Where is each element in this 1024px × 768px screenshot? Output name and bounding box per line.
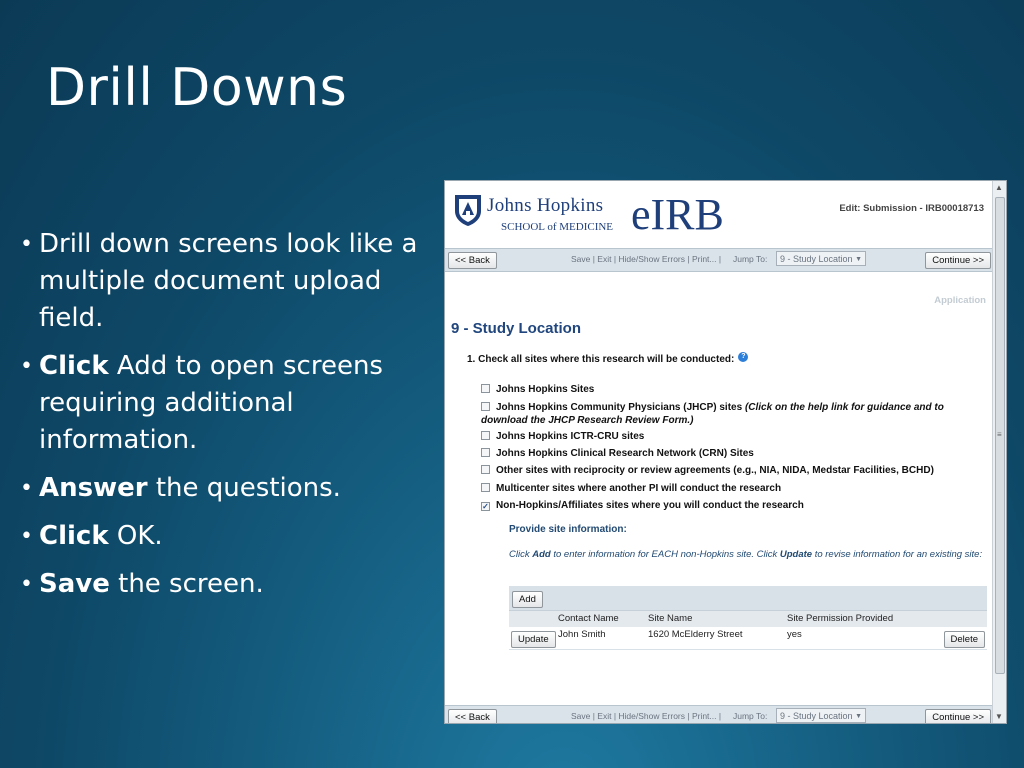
bullet-text: Add to open screens requiring additional information. [39,351,383,455]
instruction-text [509,549,982,560]
eirb-screenshot [444,180,1007,724]
bullet-item [20,470,450,507]
jump-to-value: 9 - Study Location [780,711,853,721]
back-button[interactable]: << Back [448,252,497,269]
update-button[interactable]: Update [511,631,556,648]
site-option[interactable] [481,500,804,511]
add-button[interactable]: Add [512,591,543,608]
top-toolbar [445,248,994,272]
site-option-label: Johns Hopkins Clinical Research Network (CRN) Sites [496,448,754,459]
slide-title: Drill Downs [46,58,348,118]
jump-to-value: 9 - Study Location [780,254,853,264]
jh-shield-logo-icon [453,193,483,227]
bullet-bold: Click [39,351,109,381]
bullet-bold: Answer [39,473,148,503]
site-option-label: Multicenter sites where another PI will conduct the research [496,483,782,494]
product-logo: eIRB [631,190,724,239]
site-name-cell: 1620 McElderry Street [648,629,743,640]
instruction-part: to revise information for an existing site: [812,549,983,560]
chevron-down-icon: ▼ [855,713,862,720]
table-row [509,627,987,649]
bottom-toolbar [445,705,994,724]
toolbar-links[interactable]: Save | Exit | Hide/Show Errors | Print... | [571,254,722,264]
delete-button[interactable]: Delete [944,631,985,648]
scroll-thumb[interactable] [995,197,1005,674]
instruction-add: Add [532,549,551,560]
site-grid [509,586,987,650]
instruction-part: to enter information for EACH non-Hopkins site. Click [550,549,780,560]
column-header: Site Permission Provided [787,613,894,624]
bullet-item [20,348,450,459]
bullet-list [20,226,450,614]
bullet-text: Drill down screens look like a multiple document upload field. [39,229,418,333]
app-header [445,181,994,247]
checkbox[interactable] [481,384,490,393]
bullet-item [20,566,450,603]
contact-name-cell: John Smith [558,629,606,640]
jump-to-select[interactable] [776,251,866,266]
site-option[interactable] [481,483,781,494]
checkbox[interactable] [481,431,490,440]
grid-header [509,610,987,627]
scrollbar[interactable] [992,181,1006,723]
school-name: SCHOOL of MEDICINE [501,221,614,233]
checkbox[interactable] [481,448,490,457]
question-text: 1. Check all sites where this research will be conducted: [467,354,735,365]
question-label [467,354,748,365]
column-header: Site Name [648,613,693,624]
site-option[interactable] [481,384,594,395]
provide-site-info-label: Provide site information: [509,524,627,535]
bullet-text: the screen. [109,569,264,599]
toolbar-links[interactable]: Save | Exit | Hide/Show Errors | Print... | [571,711,722,721]
bullet-bold: Click [39,521,109,551]
site-option-label: Johns Hopkins Sites [496,384,595,395]
continue-button[interactable]: Continue >> [925,709,991,724]
bullet-bold: Save [39,569,110,599]
instruction-part: Click [509,549,533,560]
site-option[interactable] [481,448,754,459]
instruction-update: Update [779,549,813,560]
scroll-up-icon[interactable]: ▲ [995,183,1003,192]
permission-cell: yes [787,629,802,640]
checkbox[interactable] [481,483,490,492]
checkbox[interactable] [481,465,490,474]
continue-button[interactable]: Continue >> [925,252,991,269]
jump-to-label: Jump To: [733,711,768,721]
org-name: Johns Hopkins [487,195,604,216]
site-option-label: Johns Hopkins Community Physicians (JHCP) sites [496,402,743,413]
bullet-item [20,226,450,337]
application-label: Application [934,295,986,306]
bullet-text: the questions. [147,473,341,503]
checkbox-checked[interactable]: ✓ [482,502,489,511]
site-option-label: Other sites with reciprocity or review agreements (e.g., NIA, NIDA, Medstar Facilities, BCHD) [496,465,934,476]
column-header: Contact Name [558,613,619,624]
jump-to-label: Jump To: [733,254,768,264]
site-option-note: (Click on the help link for guidance and to download the JHCP Research Review Form.) [481,402,944,426]
chevron-down-icon: ▼ [855,256,862,263]
site-option-label: Non-Hopkins/Affiliates sites where you will conduct the research [496,500,804,511]
site-option[interactable] [481,401,981,427]
help-icon[interactable]: ? [738,352,748,362]
grip-icon: ≡ [997,430,1002,439]
edit-submission-label: Edit: Submission - IRB00018713 [839,203,984,214]
jump-to-select[interactable] [776,708,866,723]
bullet-text: OK. [108,521,163,551]
bullet-item [20,518,450,555]
checkbox[interactable] [481,402,490,411]
site-option-label: Johns Hopkins ICTR-CRU sites [496,431,645,442]
scroll-down-icon[interactable]: ▼ [995,712,1003,721]
site-option[interactable] [481,465,934,476]
section-title: 9 - Study Location [451,320,582,337]
site-option[interactable] [481,431,644,442]
back-button[interactable]: << Back [448,709,497,724]
